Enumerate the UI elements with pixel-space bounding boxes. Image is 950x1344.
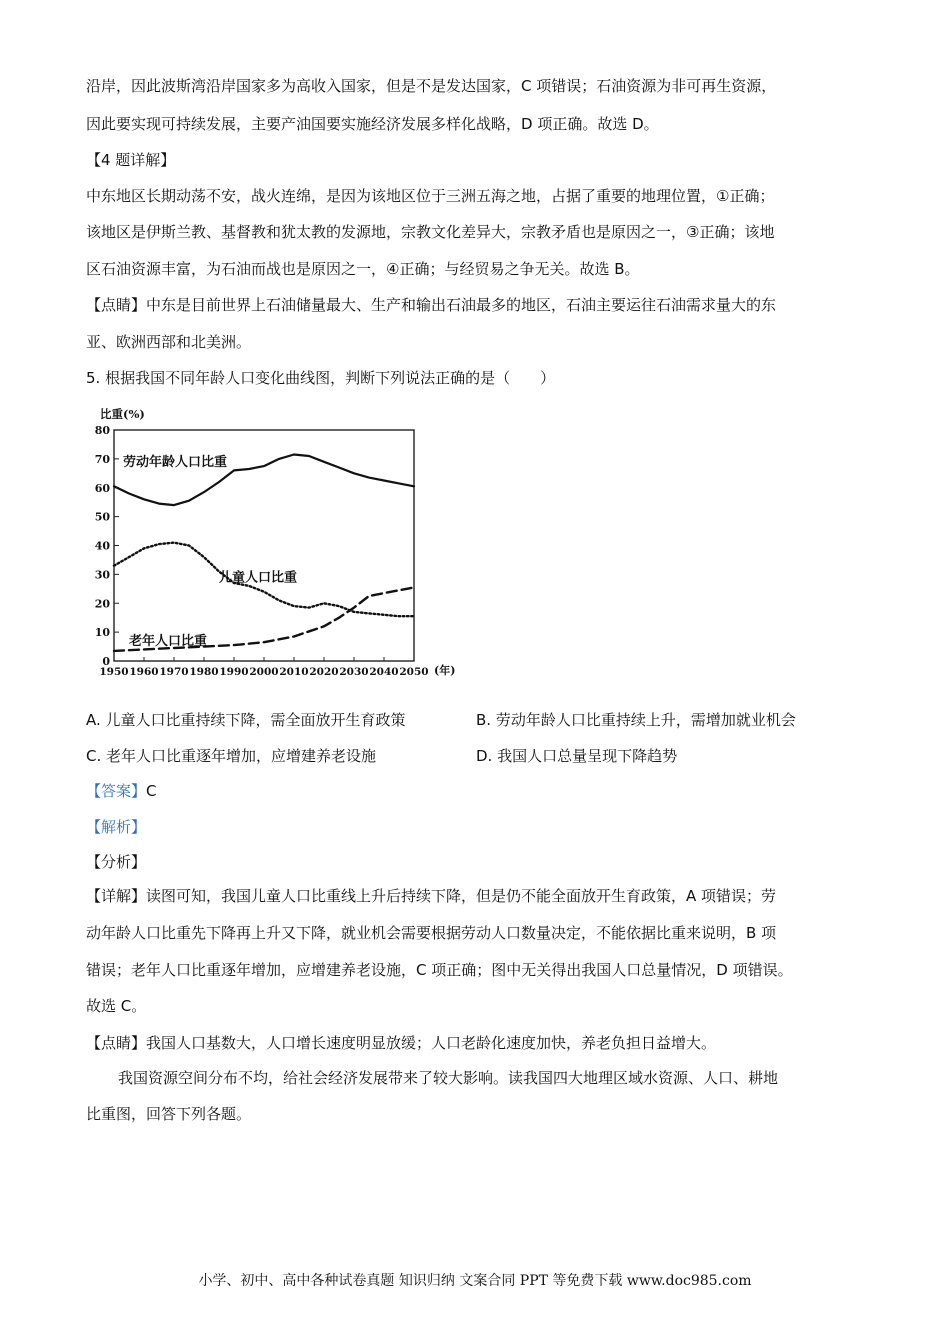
paragraph-2: 因此要实现可持续发展，主要产油国要实施经济发展多样化战略，D 项正确。故选 D。 bbox=[86, 115, 659, 133]
answer-label: 【答案】 bbox=[86, 782, 147, 800]
chart-series bbox=[114, 455, 414, 651]
x-tick-label-2040: 2040 bbox=[369, 666, 399, 678]
y-tick-label-20: 20 bbox=[94, 597, 110, 611]
detail-line-1: 【详解】读图可知，我国儿童人口比重线上升后持续下降，但是仍不能全面放开生育政策，A 项错误；劳 bbox=[86, 887, 777, 905]
paragraph-5: 区石油资源丰富，为石油而战也是原因之一，④正确；与经贸易之争无关。故选 B。 bbox=[86, 260, 640, 278]
series-label-1: 劳动年龄人口比重 bbox=[123, 455, 228, 471]
fenxi-label: 【分析】 bbox=[86, 853, 147, 871]
y-tick-label-50: 50 bbox=[94, 510, 110, 524]
x-tick-label-2030: 2030 bbox=[339, 666, 369, 678]
tip-5: 【点睛】我国人口基数大，人口增长速度明显放缓；人口老龄化速度加快，养老负担日益增大。 bbox=[86, 1034, 717, 1052]
x-tick-label-2010: 2010 bbox=[279, 666, 309, 678]
analysis-label: 【解析】 bbox=[86, 818, 147, 836]
series-label-3: 老年人口比重 bbox=[129, 634, 208, 650]
answer-value: C bbox=[146, 782, 157, 800]
series-label-2: 儿童人口比重 bbox=[219, 570, 298, 586]
option-d: D. 我国人口总量呈现下降趋势 bbox=[476, 747, 678, 765]
chart-labels bbox=[123, 454, 297, 649]
y-tick-label-70: 70 bbox=[94, 452, 110, 466]
x-tick-label-1970: 1970 bbox=[159, 666, 189, 678]
y-axis-title: 比重(%) bbox=[100, 407, 145, 421]
x-tick-label-1960: 1960 bbox=[129, 666, 159, 678]
paragraph-3: 中东地区长期动荡不安，战火连绵，是因为该地区位于三洲五海之地，占据了重要的地理位置，①正确； bbox=[86, 187, 775, 205]
x-tick-label-2000: 2000 bbox=[249, 666, 279, 678]
y-tick-label-40: 40 bbox=[94, 539, 110, 553]
y-tick-label-30: 30 bbox=[94, 568, 110, 582]
answer-line bbox=[86, 781, 157, 801]
y-tick-label-80: 80 bbox=[94, 424, 110, 437]
x-tick-label-2020: 2020 bbox=[309, 666, 339, 678]
page-footer: 小学、初中、高中各种试卷真题 知识归纳 文案合同 PPT 等免费下载 www.doc985.com bbox=[198, 1273, 752, 1289]
next-intro-line-1: 我国资源空间分布不均，给社会经济发展带来了较大影响。读我国四大地理区域水资源、人口、耕地 bbox=[118, 1069, 779, 1087]
x-axis-title: (年) bbox=[434, 664, 456, 677]
detail-line-3: 错误；老年人口比重逐年增加，应增建养老设施，C 项正确；图中无关得出我国人口总量情况，D 项错误。 bbox=[86, 961, 793, 979]
paragraph-1: 沿岸，因此波斯湾沿岸国家多为高收入国家，但是不是发达国家，C 项错误；石油资源为非可再生资源， bbox=[86, 77, 777, 95]
tip-4-line-2: 亚、欧洲西部和北美洲。 bbox=[86, 333, 252, 351]
question-5: 5. 根据我国不同年龄人口变化曲线图，判断下列说法正确的是（ ） bbox=[86, 369, 556, 387]
detail-line-4: 故选 C。 bbox=[86, 997, 147, 1015]
x-tick-label-1990: 1990 bbox=[219, 666, 249, 678]
population-chart bbox=[86, 400, 466, 690]
y-tick-label-0: 0 bbox=[102, 655, 110, 668]
x-tick-label-2050: 2050 bbox=[399, 666, 429, 678]
option-a: A. 儿童人口比重持续下降，需全面放开生育政策 bbox=[86, 711, 406, 729]
detail-line-2: 动年龄人口比重先下降再上升又下降，就业机会需要根据劳动人口数量决定，不能依据比重来说明，B 项 bbox=[86, 924, 777, 942]
tip-4-line-1: 【点睛】中东是目前世界上石油储量最大、生产和输出石油最多的地区，石油主要运往石油需求量大的东 bbox=[86, 296, 777, 314]
x-tick-label-1950: 1950 bbox=[99, 666, 129, 678]
option-c: C. 老年人口比重逐年增加，应增建养老设施 bbox=[86, 747, 377, 765]
x-tick-label-1980: 1980 bbox=[189, 666, 219, 678]
section-heading-4: 【4 题详解】 bbox=[86, 151, 176, 169]
next-intro-line-2: 比重图，回答下列各题。 bbox=[86, 1105, 252, 1123]
option-b: B. 劳动年龄人口比重持续上升，需增加就业机会 bbox=[476, 711, 796, 729]
y-tick-label-10: 10 bbox=[94, 626, 110, 640]
paragraph-4: 该地区是伊斯兰教、基督教和犹太教的发源地，宗教文化差异大，宗教矛盾也是原因之一，③正确；该地 bbox=[86, 223, 775, 241]
y-tick-label-60: 60 bbox=[94, 481, 110, 495]
